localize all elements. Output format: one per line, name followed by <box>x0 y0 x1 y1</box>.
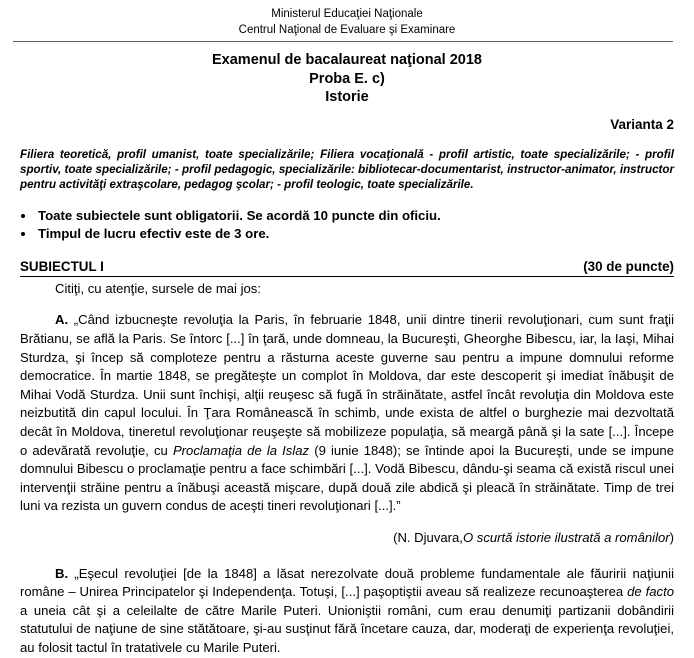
subject-body <box>20 280 674 658</box>
subject-heading <box>20 258 674 277</box>
attribution-open: (N. Djuvara, <box>393 530 463 546</box>
source-a-paragraph <box>20 311 674 516</box>
reading-instruction: Citiţi, cu atenţie, sursele de mai jos: <box>55 280 261 296</box>
instructions-list <box>0 207 694 243</box>
source-b-italic-term: de facto <box>627 584 674 600</box>
source-a-italic-title: Proclamaţia de la Islaz <box>172 442 310 458</box>
attribution-work-title: O scurtă istorie ilustrată a românilor <box>462 530 670 546</box>
exam-title-line-1: Examenul de bacalaureat naţional 2018 <box>212 52 482 68</box>
header-divider <box>13 41 673 42</box>
source-b-text-part-1: „Eşecul revoluţiei [de la 1848] a lăsat nerezolvate două probleme fundamentale ale făuririi naţiunii române – Unirea Principatelor şi Independenţa. Totuşi, [...] paşoptiştii aveau să realizeze recunoaşterea <box>20 565 674 600</box>
ministry-header <box>0 0 694 38</box>
instruction-item: Toate subiectele sunt obligatorii. Se acordă 10 puncte din oficiu. <box>0 207 694 225</box>
source-a-text-part-1: „Când izbucneşte revoluţia la Paris, în februarie 1848, unii dintre tinerii revoluţionari, cum sunt fraţii Brătianu, se află la Paris. Se întorc [...] în ţară, unde domneau, la Bucureşti, Gheorghe Bibescu, iar, la Iaşi, Mihai Sturdza, şi încep să comploteze pentru a răsturna aceste guverne sau pentru a impune domnului reforme democratice. În martie 1848, se pregăteşte un complot în Moldova, dar este descoperit şi imediat înăbuşit de Mihai Vodă Sturdza. Unii sunt închişi, alţii reuşesc să fugă în străinătate, astfel încât revoluţia din Moldova este neizbutită din capul locului. În Ţara Românească în schimb, unde exista de altfel o burghezie mai dezvoltată decât în Moldova, tineretul revoluţionar reuşeşte să mobilizeze populaţia, să meargă până şi la sate [...]. Începe o adevărată revoluţie, cu <box>20 312 674 458</box>
attribution-close: ) <box>669 530 674 546</box>
exam-title <box>0 51 694 107</box>
source-b-paragraph <box>20 565 674 658</box>
source-b-label: B. <box>55 565 69 581</box>
instruction-item: Timpul de lucru efectiv este de 3 ore. <box>0 225 694 243</box>
source-a-text-part-2: (9 iunie 1848); se întinde apoi la Bucureşti, unde se impune domnului Bibescu o proclamaţie pentru a face schimbări [...]. Vodă Bibescu, dându-şi seama că există riscul unei intervenţii străine pentru a înăbuşi această mişcare, după două zile abdică şi pleacă în străinătate. Timp de trei luni va rezista un guvern condus de aceşti tineri revoluţionari [...].” <box>20 442 674 514</box>
exam-title-line-3: Istorie <box>325 89 369 105</box>
exam-title-line-2: Proba E. c) <box>309 70 385 87</box>
source-b-text-part-2: a uneia cât şi a celeilalte de către Marile Puteri. Unioniştii români, cum erau denumiţi partizanii dobândirii statutului de naţiune de sine stătătoare, şi-au susţinut fără încetare cauza, dar, moderaţi de experienţa revoluţiei, au folosit tactul în tratativele cu Marile Puteri. <box>20 602 674 655</box>
filiera-description: Filiera teoretică, profil umanist, toate specializările; Filiera vocaţională - profil artistic, toate specializările; - profil sportiv, toate specializările; - profil pedagogic, specializările: bibliotecar-documentarist, instructor-animator, instructor pentru activităţi extraşcolare, pedagog şcolar; - profil teologic, toate specializările. <box>20 147 674 192</box>
source-a-label: A. <box>55 312 69 328</box>
subject-points: (30 de puncte) <box>583 258 674 274</box>
subject-title: SUBIECTUL I <box>20 258 104 274</box>
source-a-attribution <box>20 529 674 548</box>
variant-label: Varianta 2 <box>610 116 674 132</box>
ministry-line-1: Ministerul Educaţiei Naţionale <box>271 8 423 20</box>
ministry-line-2: Centrul Naţional de Evaluare şi Examinare <box>238 23 456 36</box>
